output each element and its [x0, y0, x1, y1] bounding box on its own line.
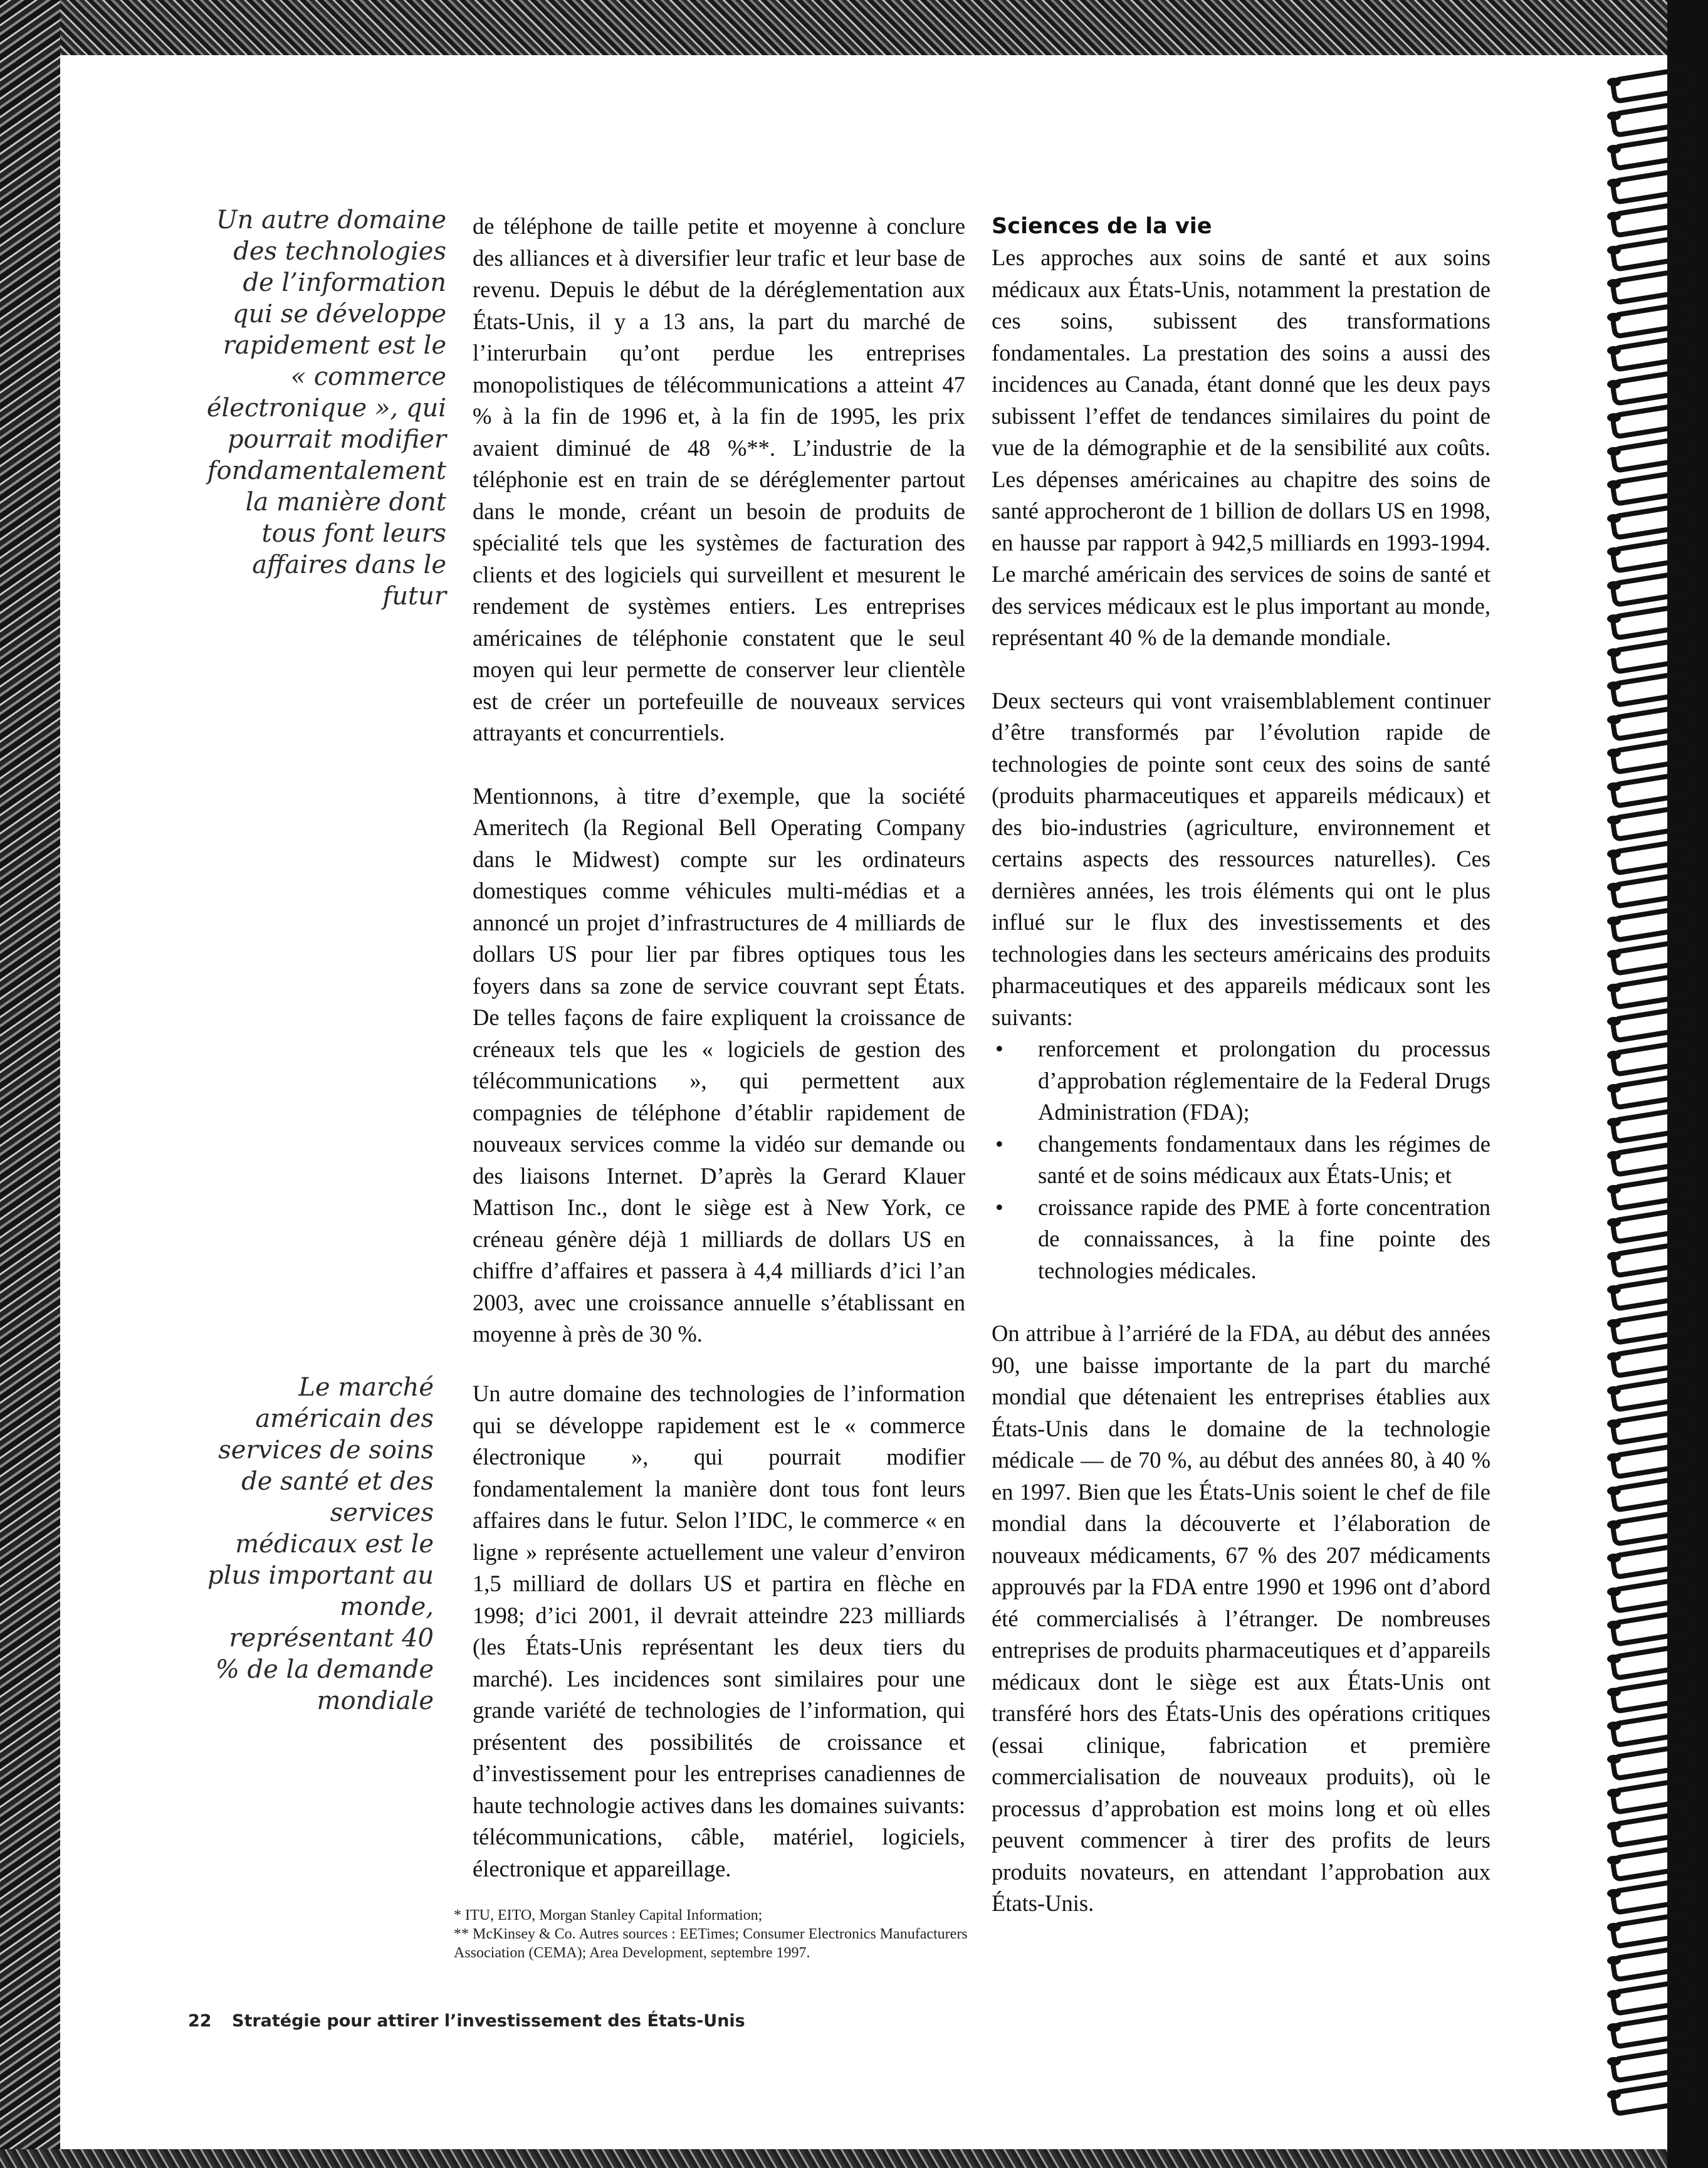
spiral-ring: [1605, 2048, 1705, 2073]
spiral-ring: [1605, 471, 1705, 497]
spiral-ring: [1605, 975, 1705, 1000]
paragraph-two-sectors: Deux secteurs qui vont vraisemblablement continuer d’être transformés par l’évolution rapide de technologies de pointe sont ceux des soins de santé (produits pharmaceutiques et appareils médicaux) et des bio-industries (agriculture, environnement et certains aspects des ressources naturelles). Ces dernières années, les trois éléments qui ont le plus influé sur le flux des investissements et des technologies dans les secteurs américains des produits pharmaceutiques et des appareils médicaux sont les suivants:: [992, 687, 1491, 1030]
spiral-ring: [1605, 404, 1705, 429]
footer-title: Stratégie pour attirer l’investissement des États-Unis: [232, 2011, 745, 2031]
sidebar-quote-commerce: Un autre domaine des technologies de l’information qui se développe rapidement est le « commerce électronique », qui pourrait modifier fondamentalement la manière dont tous font leurs affaires dans le futur: [206, 206, 446, 611]
spiral-ring: [1605, 103, 1705, 128]
spiral-ring: [1605, 639, 1705, 665]
spiral-ring: [1605, 1209, 1705, 1234]
paragraph-health-approaches: Les approches aux soins de santé et aux soins médicaux aux États-Unis, notamment la prestation de ces soins, subissent des transformations fondamentales. La prestation des soins a aussi des incidences au Canada, étant donné que les deux pays subissent l’effet de tendances similaires du point de vue de la démographie et de la sensibilité aux coûts. Les dépenses américaines au chapitre des soins de santé approcheront de 1 billion de dollars US en 1998, en hausse par rapport à 942,5 milliards en 1993-1994. Le marché américain des services de soins de santé et des services médicaux est le plus important au monde, représentant 40 % de la demande mondiale.: [992, 245, 1491, 650]
spiral-ring: [1605, 1981, 1705, 2006]
footnote-1: * ITU, EITO, Morgan Stanley Capital Information;: [454, 1907, 763, 1923]
paragraph-telephony: de téléphone de taille petite et moyenne à conclure des alliances et à diversifier leur trafic et leur base de revenu. Depuis le début de la déréglementation aux États-Unis, il y a 13 ans, la part du marché de l’interurbain qu’ont perdue les entreprises monopolistiques de télécommunications a atteint 47 % à la fin de 1996 et, à la fin de 1995, les prix avaient diminué de 48 %**. L’industrie de la téléphonie est en train de se déréglementer partout dans le monde, créant un besoin de produits de spécialité tels que les systèmes de facturation des clients et des logiciels qui surveillent et mesurent le rendement de systèmes entiers. Les entreprises américaines de téléphonie constatent que le seul moyen qui leur permette de conserver leur clientèle est de créer un portefeuille de nouveaux services attrayants et concurrentiels.: [473, 213, 965, 745]
spiral-ring: [1605, 1042, 1705, 1067]
list-item: • changements fondamentaux dans les régimes de santé et de soins médicaux aux États-Unis; et: [992, 1129, 1491, 1192]
spiral-ring: [1605, 1612, 1705, 1637]
paragraph-fda-backlog: On attribue à l’arriéré de la FDA, au début des années 90, une baisse importante de la part du marché mondial que détenaient les entreprises établies aux États-Unis dans le domaine de la technologie médicale — de 70 %, au début des années 80, à 40 % en 1997. Bien que les États-Unis soient le chef de file mondial dans la découverte et l’élaboration de nouveaux médicaments, 67 % des 207 médicaments approuvés par la FDA entre 1990 et 1996 ont d’abord été commercialisés à l’étranger. De nombreuses entreprises de produits pharmaceutiques et d’appareils médicaux dont le siège est aux États-Unis ont transféré hors des États-Unis des opérations critiques (essai clinique, fabrication et première commercialisation de nouveaux produits), où le processus d’approbation est moins long et où elles peuvent commencer à tirer des profits de leurs produits novateurs, en attendant l’approbation aux États-Unis.: [992, 1320, 1491, 1916]
spiral-ring: [1605, 170, 1705, 195]
spiral-ring: [1605, 1880, 1705, 1905]
spiral-ring: [1605, 841, 1705, 866]
column-1-bottom: [473, 1378, 965, 1916]
spiral-ring: [1605, 1947, 1705, 1972]
spiral-ring: [1605, 1545, 1705, 1570]
spiral-ring: [1605, 572, 1705, 597]
scan-border-left: [0, 0, 60, 2168]
scan-border-bottom: [0, 2149, 1708, 2168]
spiral-ring: [1605, 1746, 1705, 1771]
section-heading-life-sciences: Sciences de la vie: [992, 214, 1212, 239]
spiral-ring: [1605, 1444, 1705, 1470]
spiral-ring: [1605, 774, 1705, 799]
spiral-ring: [1605, 1679, 1705, 1704]
spiral-ring: [1605, 1243, 1705, 1268]
spiral-ring: [1605, 539, 1705, 564]
spiral-ring: [1605, 1109, 1705, 1134]
spiral-ring: [1605, 941, 1705, 966]
list-item: • croissance rapide des PME à forte concentration de connaissances, à la fine pointe des technologies médicales.: [992, 1192, 1491, 1287]
list-item: • renforcement et prolongation du processus d’approbation réglementaire de la Federal Drugs Administration (FDA);: [992, 1033, 1491, 1129]
spiral-ring: [1605, 874, 1705, 899]
spiral-ring: [1605, 1075, 1705, 1100]
spiral-ring: [1605, 203, 1705, 228]
spiral-ring: [1605, 1813, 1705, 1838]
page-number: 22: [188, 2011, 212, 2031]
spiral-ring: [1605, 673, 1705, 698]
spiral-ring: [1605, 707, 1705, 732]
spiral-ring: [1605, 1008, 1705, 1033]
spiral-ring: [1605, 136, 1705, 161]
column-1-top: [473, 211, 965, 1382]
spiral-ring: [1605, 237, 1705, 262]
spiral-ring: [1605, 606, 1705, 631]
spiral-ring: [1605, 438, 1705, 463]
spiral-ring: [1605, 2014, 1705, 2039]
spiral-ring: [1605, 505, 1705, 530]
spiral-ring: [1605, 304, 1705, 329]
footnote-2: ** McKinsey & Co. Autres sources : EETimes; Consumer Electronics Manufacturers Association (CEMA); Area Development, septembre 1997.: [454, 1926, 968, 1961]
spiral-ring: [1605, 1713, 1705, 1738]
spiral-ring: [1605, 1579, 1705, 1604]
spiral-ring: [1605, 807, 1705, 832]
paragraph-ecommerce: Un autre domaine des technologies de l’information qui se développe rapidement est le « commerce électronique », qui pourrait modifier fondamentalement la manière dont tous font leurs affaires dans le futur. Selon l’IDC, le commerce « en ligne » représente actuellement une valeur d’environ 1,5 milliard de dollars US et partira en flèche en 1998; d’ici 2001, il devrait atteindre 223 milliards (les États-Unis représentant les deux tiers du marché). Les incidences sont similaires pour une grande variété de technologies de l’information, qui présentent des possibilités de croissance et d’investissement pour les entreprises canadiennes de haute technologie actives dans les domaines suivants: télécommunications, câble, matériel, logiciels, électronique et appareillage.: [473, 1381, 965, 1881]
spiral-ring: [1605, 1847, 1705, 1872]
spiral-ring: [1605, 908, 1705, 933]
column-2: [992, 211, 1491, 1951]
spiral-ring: [1605, 1512, 1705, 1537]
spiral-ring: [1605, 1344, 1705, 1369]
scan-border-top: [0, 0, 1708, 55]
spiral-ring: [1605, 337, 1705, 362]
sidebar-quote-health: Le marché américain des services de soins de santé et des services médicaux est le plus important au monde, représentant 40 % de la demande mondiale: [207, 1373, 434, 1715]
spiral-ring: [1605, 1914, 1705, 1939]
spiral-ring: [1605, 1377, 1705, 1402]
factors-list: [992, 1033, 1491, 1287]
spiral-ring: [1605, 1478, 1705, 1503]
spiral-ring: [1605, 740, 1705, 765]
spiral-ring: [1605, 270, 1705, 295]
page-footer: [188, 2011, 1066, 2031]
spiral-ring: [1605, 1176, 1705, 1201]
spiral-ring: [1605, 1276, 1705, 1302]
footnotes: [454, 1906, 1005, 1962]
spiral-ring: [1605, 1411, 1705, 1436]
paragraph-ameritech: Mentionnons, à titre d’exemple, que la société Ameritech (la Regional Bell Operating Company dans le Midwest) compte sur les ordinateurs domestiques comme véhicules multi-médias et a annoncé un projet d’infrastructures de 4 milliards de dollars US pour lier par fibres optiques tous les foyers dans sa zone de service couvrant sept États. De telles façons de faire expliquent la croissance de créneaux tels que les « logiciels de gestion des télécommunications », qui permettent aux compagnies de téléphone d’établir rapidement de nouveaux services comme la vidéo sur demande ou des liaisons Internet. D’après la Gerard Klauer Mattison Inc., dont le siège est à New York, ce créneau génère déjà 1 milliards de dollars US en chiffre d’affaires et passera à 4,4 milliards d’ici l’an 2003, avec une croissance annuelle s’établissant en moyenne à près de 30 %.: [473, 782, 965, 1347]
spiral-ring: [1605, 1646, 1705, 1671]
spiral-ring: [1605, 2081, 1705, 2107]
spiral-binding: [1605, 69, 1708, 2138]
spiral-ring: [1605, 1142, 1705, 1167]
spiral-ring: [1605, 1310, 1705, 1335]
spiral-ring: [1605, 371, 1705, 396]
spiral-ring: [1605, 1780, 1705, 1805]
spiral-ring: [1605, 69, 1705, 94]
